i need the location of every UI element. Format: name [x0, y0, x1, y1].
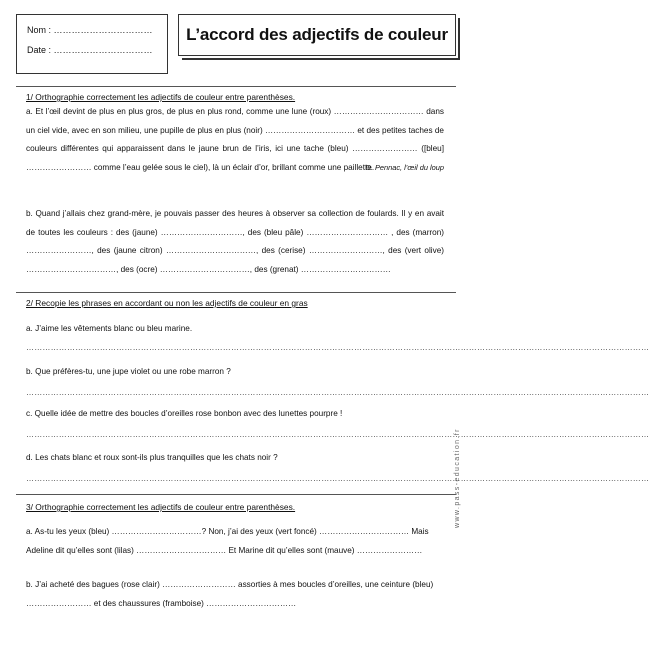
divider [16, 494, 456, 495]
exercise-1b-text: b. Quand j’allais chez grand-mère, je pouvais passer des heures à observer sa collection de foulards. Il y en avait de toutes les couleurs : des (jaune) …………………………, des (bleu pâle) ………………………… , des (marron) ……………………, des (jaune citron) ……………………………, des (cerise) ………………………, des (vert olive) ……………………………, des (ocre) ……………………………, des (grenat) …………………………… [26, 209, 444, 274]
citation-source: D. Pennac, l’œil du loup [365, 162, 444, 172]
divider [16, 292, 456, 293]
question-2c: c. Quelle idée de mettre des boucles d’oreilles rose bonbon avec des lunettes pourpre ! [26, 409, 343, 418]
exercise-3a [26, 523, 444, 560]
watermark: www.pass-education.fr [454, 428, 461, 528]
answer-line-2a[interactable]: ………………………………………………………………………………………………………………………………………………………………………………………………………… [26, 343, 649, 352]
exercise-1b [26, 205, 444, 279]
section-2-heading: 2/ Recopie les phrases en accordant ou non les adjectifs de couleur en gras [26, 298, 308, 308]
date-field: Date : …………………………… [27, 45, 153, 55]
divider [16, 86, 456, 87]
page-header [16, 14, 456, 74]
section-1-heading: 1/ Orthographie correctement les adjectifs de couleur entre parenthèses. [26, 92, 296, 102]
section-3-heading: 3/ Orthographie correctement les adjectifs de couleur entre parenthèses. [26, 502, 296, 512]
exercise-3b-text: b. J’ai acheté des bagues (rose clair) ……………………… assorties à mes boucles d’oreilles, une ceinture (bleu) …………………… et des chaussures (framboise) …………………………… [26, 580, 434, 608]
answer-line-2c[interactable]: ………………………………………………………………………………………………………………………………………………………………………………………………………… [26, 430, 649, 439]
page-title: L’accord des adjectifs de couleur [186, 25, 448, 44]
answer-line-2b[interactable]: ………………………………………………………………………………………………………………………………………………………………………………………………………… [26, 388, 649, 397]
title-box [178, 14, 456, 56]
exercise-3b [26, 576, 444, 613]
answer-line-2d[interactable]: ………………………………………………………………………………………………………………………………………………………………………………………………………… [26, 474, 649, 483]
question-2d: d. Les chats blanc et roux sont-ils plus tranquilles que les chats noir ? [26, 453, 278, 462]
name-field: Nom : …………………………… [27, 25, 153, 35]
exercise-1a-text: a. Et l’œil devint de plus en plus gros, de plus en plus rond, comme une lune (roux) …………………………… dans un ciel vide, avec en son milieu, une pupille de plus en plus (noir) …………………………… et des petites taches de couleurs différentes qui apparaissent dans le jaune brun de l’iris, ici une tache (bleu) …………………… ([bleu] …………………… comme l’eau gelée sous le ciel), là un éclair d’or, brillant comme une paillette. [26, 107, 444, 172]
question-2a: a. J’aime les vêtements blanc ou bleu marine. [26, 324, 193, 333]
exercise-3a-text: a. As-tu les yeux (bleu) ……………………………? Non, j’ai des yeux (vert foncé) …………………………… Mais Adeline dit qu’elles sont (lilas) …………………………… Et Marine dit qu’elles sont (mauve) …………………… [26, 527, 429, 555]
question-2b: b. Que préfères-tu, une jupe violet ou une robe marron ? [26, 367, 231, 376]
student-id-box [16, 14, 168, 74]
exercise-1a [26, 103, 444, 177]
